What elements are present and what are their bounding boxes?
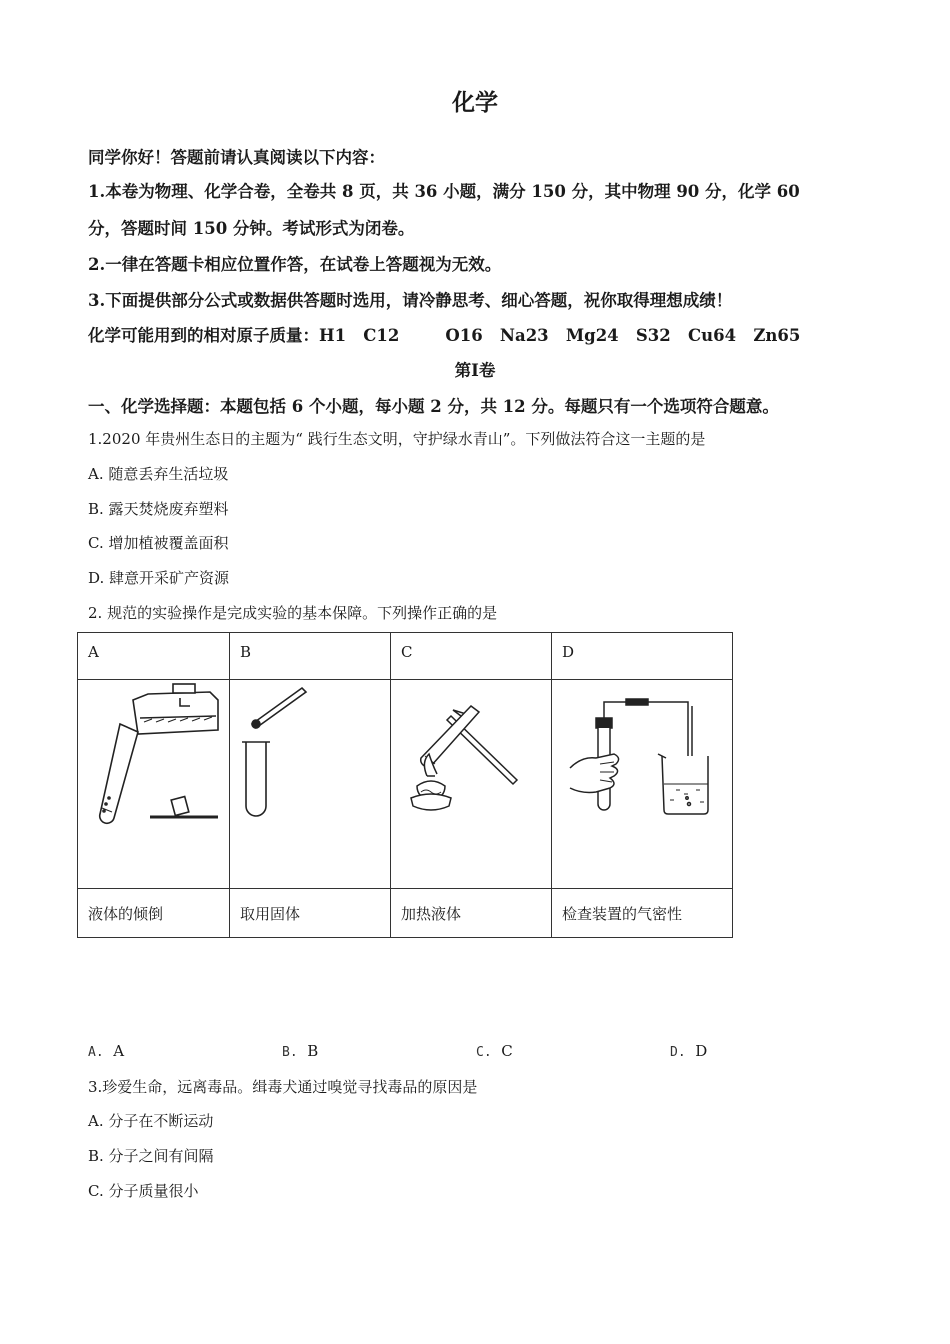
question-1-option-d: D. 肆意开采矿产资源 (88, 569, 230, 587)
answer-choice-d: D. D (670, 1042, 708, 1060)
intro-line-2: 2.一律在答题卡相应位置作答，在试卷上答题视为无效。 (88, 255, 502, 274)
question-1-option-b: B. 露天焚烧废弃塑料 (88, 500, 229, 518)
question-3-stem: 3.珍爱生命，远离毒品。缉毒犬通过嗅觉寻找毒品的原因是 (88, 1078, 478, 1096)
answer-choice-b: B. B (282, 1042, 319, 1060)
answer-choice-a: A. A (88, 1042, 125, 1060)
volume-title: 第Ⅰ卷 (454, 361, 496, 380)
take-solid-illustration (230, 680, 390, 888)
question-3-option-c: C. 分子质量很小 (88, 1182, 199, 1200)
section-1-title: 一、化学选择题：本题包括 6 个小题，每小题 2 分，共 12 分。每题只有一个选项符合题意。 (88, 397, 779, 416)
question-3-option-a: A. 分子在不断运动 (88, 1112, 214, 1130)
table-caption-a: 液体的倾倒 (78, 889, 230, 938)
heat-liquid-illustration (391, 680, 551, 888)
experiment-table (77, 632, 733, 938)
table-caption-c: 加热液体 (391, 889, 552, 938)
answer-choice-c: C. C (476, 1042, 513, 1060)
table-caption-d: 检查装置的气密性 (552, 889, 733, 938)
intro-line-1a: 1.本卷为物理、化学合卷，全卷共 8 页，共 36 小题，满分 150 分，其中物理 90 分，化学 60 (88, 182, 800, 201)
pour-liquid-illustration (78, 680, 229, 888)
question-2-stem: 2. 规范的实验操作是完成实验的基本保障。下列操作正确的是 (88, 604, 498, 622)
figure-heat-liquid (391, 680, 552, 889)
figure-airtightness-check (552, 680, 733, 889)
figure-take-solid (230, 680, 391, 889)
intro-greeting: 同学你好！答题前请认真阅读以下内容： (88, 148, 385, 167)
question-1-stem: 1.2020 年贵州生态日的主题为“ 践行生态文明，守护绿水青山”。下列做法符合这一主题的是 (88, 430, 706, 448)
table-header-a: A (78, 633, 230, 680)
intro-line-3: 3.下面提供部分公式或数据供答题时选用，请冷静思考、细心答题，祝你取得理想成绩！ (88, 291, 733, 310)
intro-line-1b: 分，答题时间 150 分钟。考试形式为闭卷。 (88, 219, 415, 238)
page-title: 化学 (452, 89, 498, 116)
table-header-c: C (391, 633, 552, 680)
question-1-option-a: A. 随意丢弃生活垃圾 (88, 465, 229, 483)
atomic-mass-line: 化学可能用到的相对原子质量：H1 C12 O16 Na23 Mg24 S32 Cu64 Zn65 (88, 326, 801, 345)
table-header-b: B (230, 633, 391, 680)
question-3-option-b: B. 分子之间有间隔 (88, 1147, 214, 1165)
figure-pour-liquid (78, 680, 230, 889)
table-header-d: D (552, 633, 733, 680)
question-1-option-c: C. 增加植被覆盖面积 (88, 534, 229, 552)
airtightness-illustration (552, 680, 732, 888)
table-caption-b: 取用固体 (230, 889, 391, 938)
